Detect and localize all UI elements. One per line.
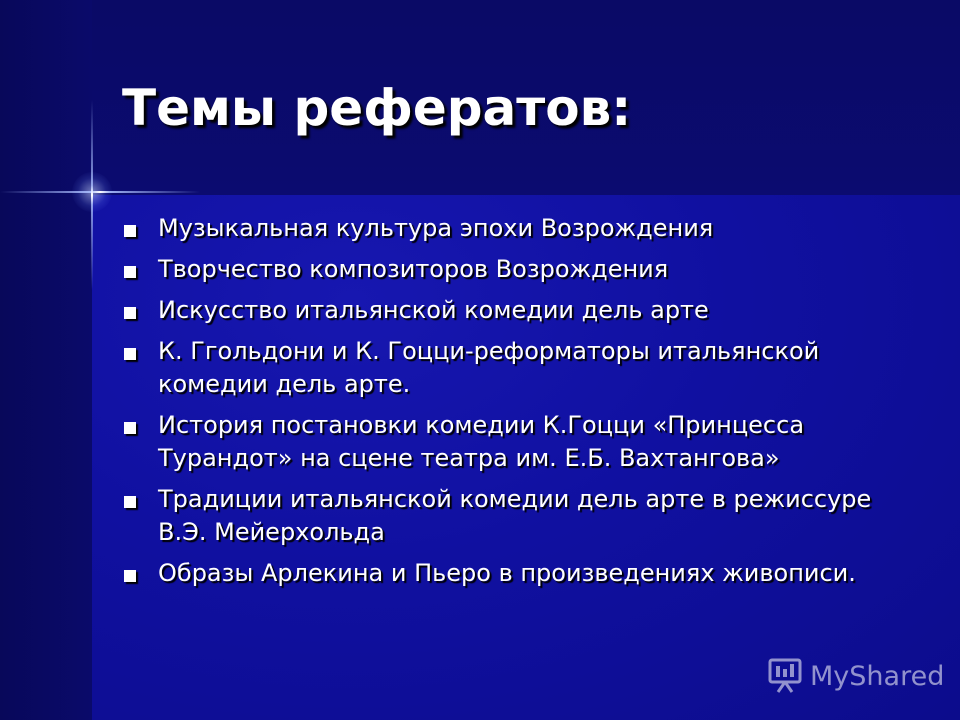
square-bullet-icon [124,422,136,434]
light-flare-vertical [91,100,93,290]
square-bullet-icon [124,225,136,237]
list-item [122,212,902,245]
list-item [122,483,902,549]
list-item-text: Образы Арлекина и Пьеро в произведениях живописи. [158,559,856,587]
list-item [122,294,902,327]
square-bullet-icon [124,348,136,360]
list-item [122,409,902,475]
watermark [766,656,944,696]
square-bullet-icon [124,496,136,508]
light-flare-horizontal [0,191,200,193]
list-item-text: Творчество композиторов Возрождения [158,255,669,283]
list-item-text: Музыкальная культура эпохи Возрождения [158,214,714,242]
list-item-text: Традиции итальянской комедии дель арте в режиссуре В.Э. Мейерхольда [158,485,872,546]
list-item-text: История постановки комедии К.Гоцци «Принцесса Турандот» на сцене театра им. Е.Б. Вахтангова» [158,411,805,472]
list-item-text: К. Ггольдони и К. Гоцци-реформаторы итальянской комедии дель арте. [158,337,820,398]
left-strip [0,0,92,720]
list-item [122,335,902,401]
list-item [122,557,902,590]
list-item-text: Искусство итальянской комедии дель арте [158,296,709,324]
square-bullet-icon [124,266,136,278]
square-bullet-icon [124,307,136,319]
list-item [122,253,902,286]
topic-list [122,212,902,598]
presentation-screen-icon [766,657,804,695]
slide-title: Темы рефератов: [122,79,632,137]
watermark-text: MyShared [810,660,945,692]
square-bullet-icon [124,570,136,582]
